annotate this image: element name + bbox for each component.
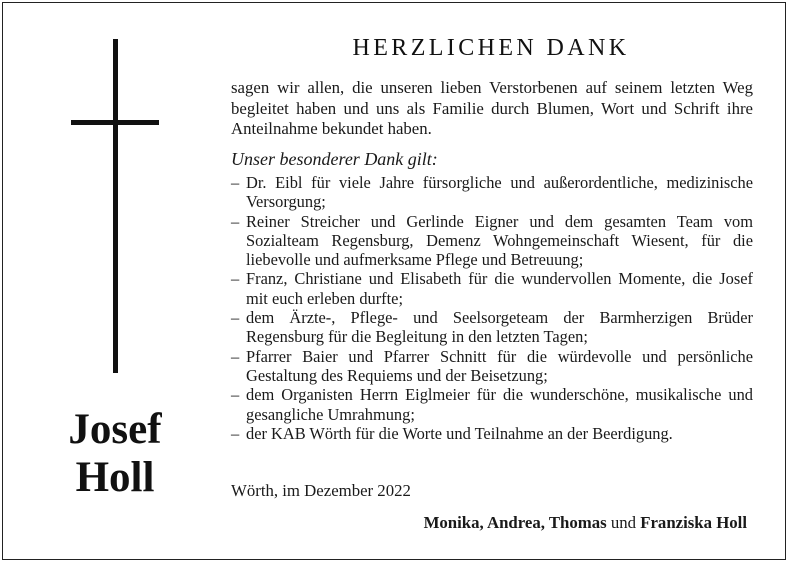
obituary-card <box>2 2 786 560</box>
signature-connector: und <box>610 513 637 532</box>
page-title: HERZLICHEN DANK <box>352 35 630 61</box>
thanks-list <box>231 173 753 443</box>
list-item: – dem Ärzte-, Pflege- und Seelsorgeteam der Barmherzigen Brüder Regensburg für die Begleitung in den letzten Tagen; <box>231 308 753 347</box>
list-item: – Reiner Streicher und Gerlinde Eigner und dem gesamten Team vom Sozialteam Regensburg, Demenz Wohngemeinschaft Wiesent, für die liebevolle und aufmerksame Pflege und Betreuung; <box>231 212 753 270</box>
signature-names: Monika, Andrea, Thomas <box>423 513 607 532</box>
list-item: – Pfarrer Baier und Pfarrer Schnitt für die würdevolle und persönliche Gestaltung des Requiems und der Beisetzung; <box>231 347 753 386</box>
deceased-first-name: Josef <box>68 406 162 453</box>
place-date: Wörth, im Dezember 2022 <box>231 481 411 500</box>
list-item: – dem Organisten Herrn Eiglmeier für die wunderschöne, musikalische und gesangliche Umrahmung; <box>231 385 753 424</box>
list-item: – Dr. Eibl für viele Jahre fürsorgliche und außerordentliche, medizinische Versorgung; <box>231 173 753 212</box>
cross-icon-bar <box>71 120 159 125</box>
list-item: – der KAB Wörth für die Worte und Teilnahme an der Beerdigung. <box>231 424 753 443</box>
signature <box>424 513 747 533</box>
special-thanks-heading: Unser besonderer Dank gilt: <box>231 149 438 169</box>
list-item: – Franz, Christiane und Elisabeth für die wundervollen Momente, die Josef mit euch erleben durfte; <box>231 269 753 308</box>
cross-icon <box>113 39 118 373</box>
deceased-last-name: Holl <box>75 454 155 501</box>
signature-last: Franziska Holl <box>640 513 747 532</box>
intro-text: sagen wir allen, die unseren lieben Verstorbenen auf seinem letzten Weg begleitet haben und uns als Familie durch Blumen, Wort und Schrift ihre Anteilnahme bekundet haben. <box>231 78 753 139</box>
